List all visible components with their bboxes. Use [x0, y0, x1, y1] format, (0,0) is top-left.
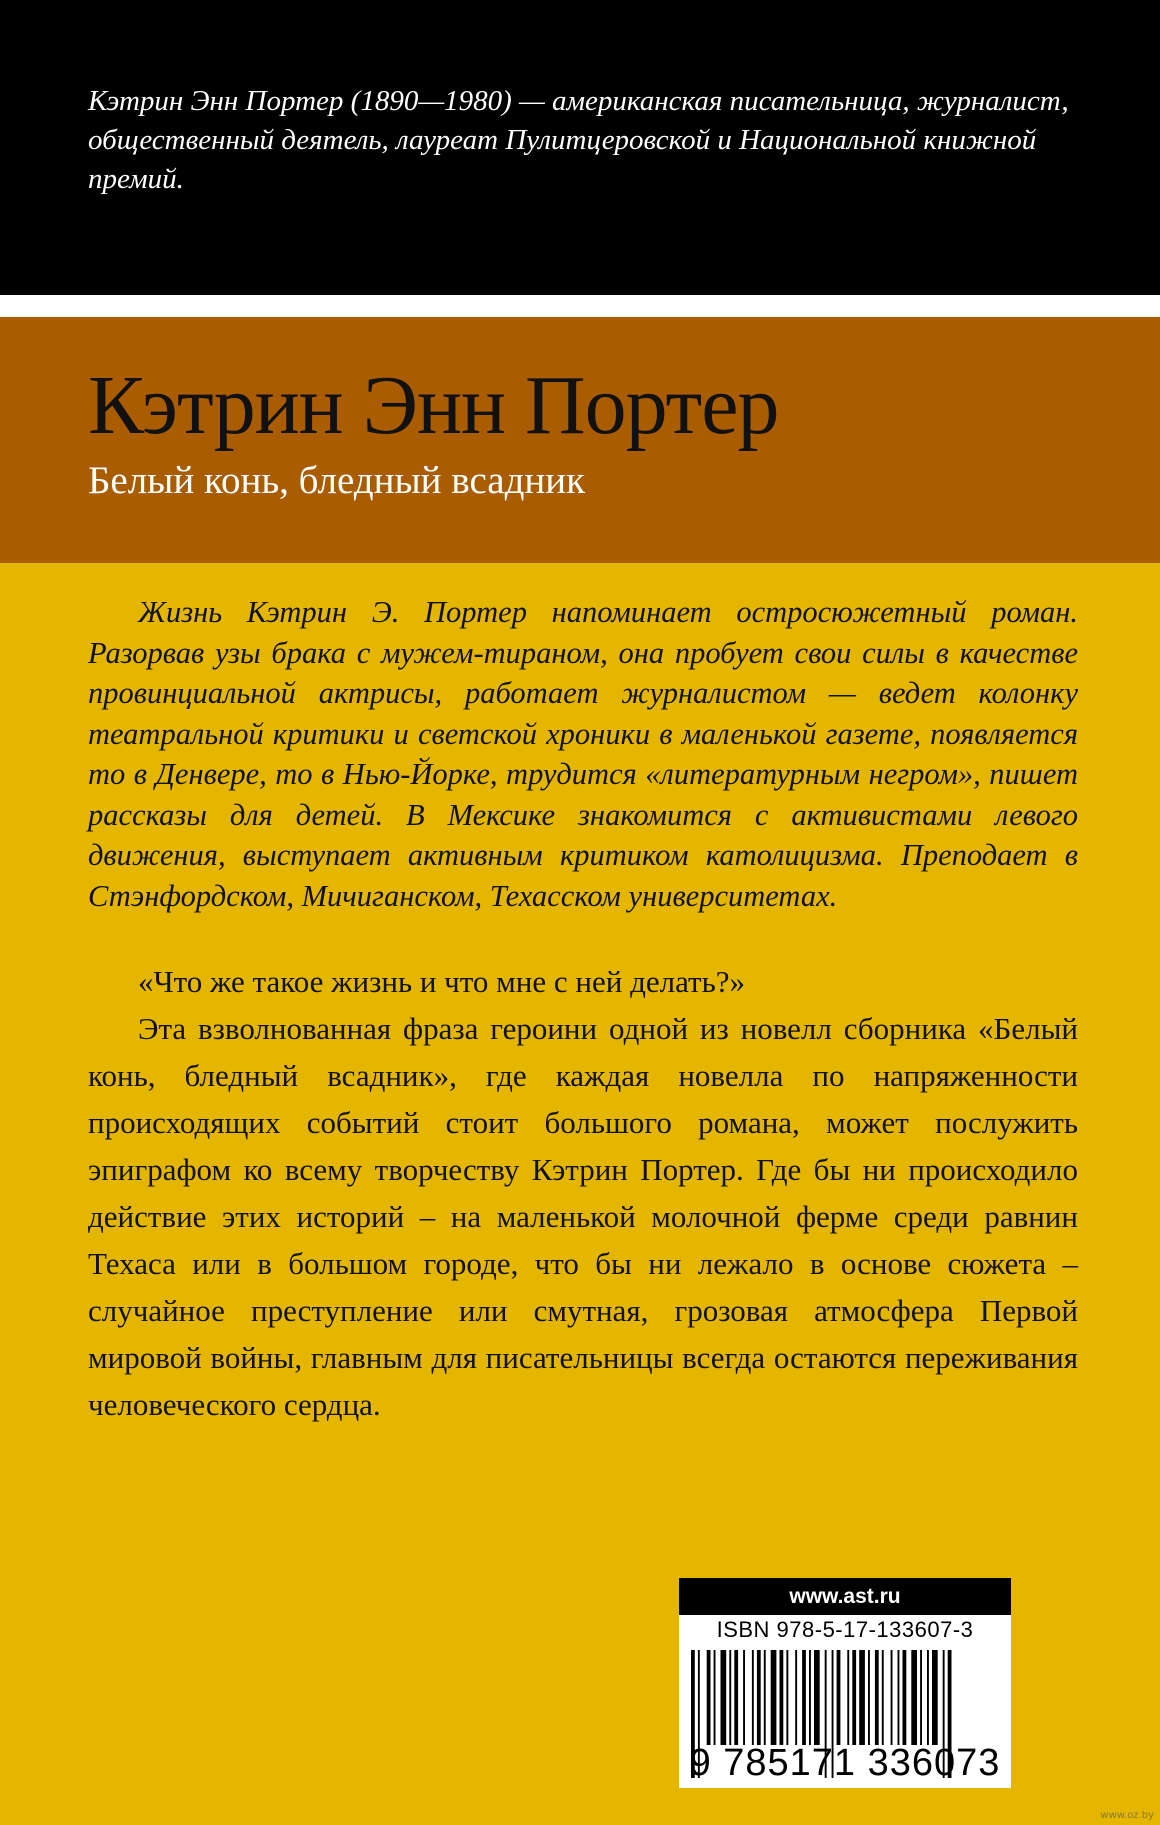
isbn-box	[679, 1578, 1011, 1788]
author-name: Кэтрин Энн Портер	[88, 359, 779, 452]
blurb	[88, 592, 1078, 1428]
author-bio: Кэтрин Энн Портер (1890—1980) — американская писательница, журналист, общественный деятель, лауреат Пулитцеровской и Национальной книжной премий.	[88, 85, 1069, 195]
top-black-band	[0, 0, 1160, 295]
watermark: www.oz.by	[1100, 1810, 1154, 1821]
book-title: Белый конь, бледный всадник	[88, 459, 586, 502]
barcode-digits: 9 785171 336073	[689, 1742, 1001, 1784]
blurb-paragraph: Эта взволнованная фраза героини одной из новелл сборника «Белый конь, бледный всадник», где каждая новелла по напряженности происходящих событий стоит большого романа, может послужить эпиграфом ко всему творчеству Кэтрин Портер. Где бы ни происходило действие этих историй – на маленькой молочной ферме среди равнин Техаса или в большом городе, что бы ни лежало в основе сюжета – случайное преступление или смутная, грозовая атмосфера Первой мировой войны, главным для писательницы всегда остаются переживания человеческого сердца.	[88, 1011, 1078, 1422]
blurb-italic-paragraph: Жизнь Кэтрин Э. Портер напоминает остросюжетный роман. Разорвав узы брака с мужем-тираном, она пробует свои силы в качестве провинциальной актрисы, работает журналистом — ведет колонку театральной критики и светской хроники в маленькой газете, появляется то в Денвере, то в Нью-Йорке, трудится «литературным негром», пишет рассказы для детей. В Мексике знакомится с активистами левого движения, выступает активным критиком католицизма. Преподает в Стэнфордском, Мичиганском, Техасском университетах.	[88, 595, 1078, 913]
quote-line: «Что же такое жизнь и что мне с ней делать?»	[138, 964, 745, 999]
white-divider	[0, 295, 1160, 317]
publisher-website: www.ast.ru	[679, 1578, 1011, 1615]
isbn-number: ISBN 978-5-17-133607-3	[716, 1617, 974, 1642]
